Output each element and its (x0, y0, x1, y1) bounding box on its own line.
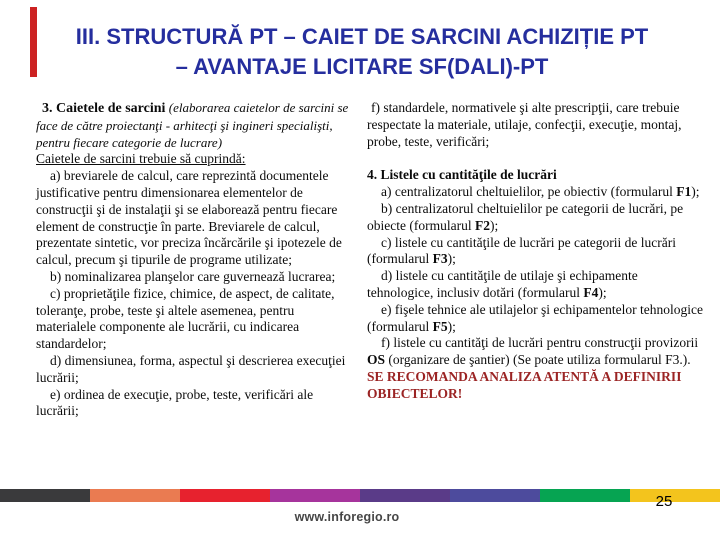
item-text: ); (691, 184, 700, 200)
left-list-item-d: d) dimensiunea, forma, aspectul şi descrierea execuţiei lucrării; (36, 352, 346, 385)
bar-segment-2 (90, 489, 180, 502)
item-text: a) centralizatorul cheltuielilor, pe obiectiv (formularul (381, 184, 677, 200)
right-list-item-e (367, 302, 706, 336)
bar-segment-1 (0, 489, 90, 502)
formular-code: F2 (474, 217, 490, 233)
right-list-item-a (367, 184, 706, 201)
item-text: e) fişele tehnice ale utilajelor şi echipamentelor tehnologice (formularul (367, 301, 703, 334)
formular-code: F4 (583, 284, 599, 300)
bar-segment-7 (540, 489, 630, 502)
right-list-item-c (367, 235, 706, 269)
section-3-heading (36, 100, 357, 151)
item-text: f) listele cu cantităţi de lucrări pentru construcţii provizorii (381, 335, 699, 351)
bar-segment-5 (360, 489, 450, 502)
item-text: ); (447, 251, 456, 267)
bar-segment-6 (450, 489, 540, 502)
formular-code: F5 (432, 318, 448, 334)
warning-text: SE RECOMANDA ANALIZA ATENTĂ A DEFINIRII OBIECTELOR! (367, 368, 682, 401)
footer-color-bar (0, 489, 720, 502)
item-text: ); (447, 318, 456, 334)
left-column (36, 100, 357, 420)
os-code: OS (367, 352, 386, 368)
formular-code: F1 (676, 184, 692, 200)
item-text: d) listele cu cantităţile de utilaje şi echipamente tehnologice, inclusiv dotări (formularul (367, 268, 638, 300)
section-4-heading: 4. Listele cu cantităţile de lucrări (367, 167, 557, 183)
right-column (367, 100, 706, 403)
section-3-heading-bold: 3. Caietele de sarcini (42, 101, 166, 116)
formular-code: F3 (432, 251, 448, 267)
body-columns (36, 100, 706, 420)
left-list-item-e: e) ordinea de execuţie, probe, teste, verificări ale lucrării; (36, 386, 314, 419)
left-list-item-b: b) nominalizarea planşelor care guvernează lucrarea; (50, 268, 336, 284)
title-line-2: – AVANTAJE LICITARE SF(DALI)-PT (175, 54, 549, 79)
right-list-item-f (367, 335, 706, 369)
inforegio-url: www.inforegio.ro (294, 510, 400, 524)
item-text: ); (489, 217, 499, 233)
right-list-item-d (367, 268, 706, 302)
page-number: 25 (655, 493, 673, 510)
item-text: b) centralizatorul cheltuielilor pe categorii de lucrări, pe obiecte (formularul (367, 200, 684, 233)
item-text: ); (598, 284, 607, 300)
section-3-heading-note-italic: (elaborarea caietelor de sarcini se face de către proiectanţi - arhitecţi şi ingineri specialişti, pentru fiecare categorie de lucrare) (36, 100, 349, 150)
left-list-item-c: c) proprietăţile fizice, chimice, de aspect, de calitate, toleranţe, probe, teste şi altele asemenea, pentru materialele componente ale lucrării, cu indicarea standardelor; (36, 285, 335, 352)
item-text: c) listele cu cantităţile de lucrări pe categorii de lucrări (formularul (367, 234, 676, 267)
item-text: (organizare de şantier) (Se poate utiliza formularul F3.). (385, 352, 691, 368)
left-list-item-a: a) breviarele de calcul, care reprezintă documentele justificative pentru dimensionarea elementelor de construcţii şi de instalaţii şi se elaborează pentru fiecare element de construcţie în parte. Breviarele de calcul, prezentate sintetic, vor preciza încărcările şi ipotezele de calcul, precum şi tipurile de programe utilizate; (36, 168, 342, 268)
title-line-1: III. STRUCTURĂ PT – CAIET DE SARCINI ACHIZIȚIE PT (75, 24, 649, 49)
bar-segment-4 (270, 489, 360, 502)
caiete-subheading-underlined: Caietele de sarcini trebuie să cuprindă: (36, 151, 246, 167)
right-list-item-f-standarde: f) standardele, normativele şi alte prescripţii, care trebuie respectate la materiale, utilaje, confecţii, execuţie, montaj, probe, teste, verificări; (367, 100, 682, 149)
bar-segment-3 (180, 489, 270, 502)
right-list-item-b (367, 201, 706, 235)
slide-title (28, 22, 696, 82)
